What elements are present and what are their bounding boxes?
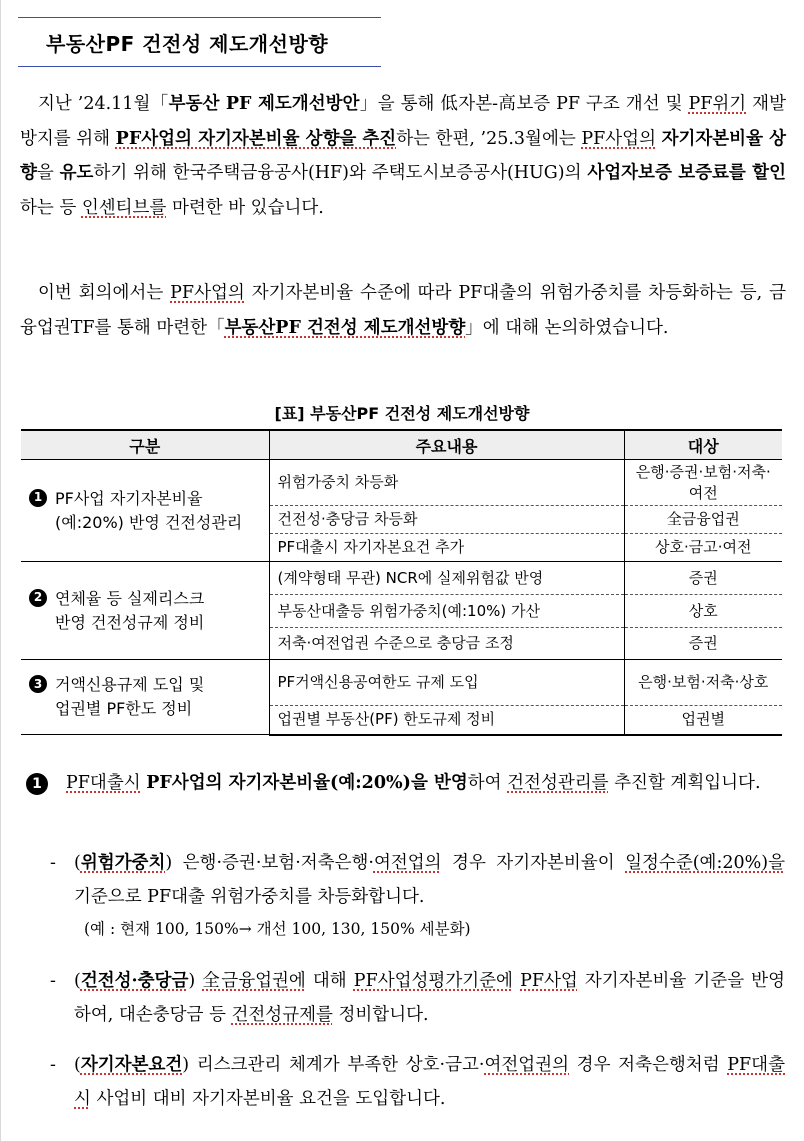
content-cell: PF대출시 자기자본요건 추가 [269,534,624,562]
page-title: 부동산PF 건전성 제도개선방향 [46,32,329,56]
text-underlined: PF사업성평가기준에 [353,971,513,991]
text: 재발 방지를 위해 [20,94,786,149]
text: ( [74,1055,81,1075]
section-number-badge: 1 [26,773,48,795]
text: 을 [36,163,60,183]
paragraph-background [20,87,786,225]
header-target: 대상 [624,430,782,460]
text: 기준으로 PF대출 위험가중치를 차등화합니다. [74,887,425,907]
text: ( [74,971,81,991]
item-label: 자기자본요건 [80,1055,183,1075]
text: ) [165,853,173,873]
sub-item-risk-weight [50,846,785,944]
target-cell: 상호 [624,595,782,628]
text-underlined: 건전성규제를 [231,1005,333,1025]
target-cell: 全금융업권 [624,506,782,534]
text: 대해 [305,971,354,991]
text: 경우 자기자본비율이 [441,853,626,873]
text-emphasis: PF사업의 자기자본비율(예:20%)을 반영 [146,773,468,793]
category-label: 반영 건전성규제 정비 [55,612,205,632]
text: 마련한 바 있습니다. [166,197,324,218]
table-header-row [21,430,782,460]
content-cell: 저축·여전업권 수준으로 충당금 조정 [269,628,624,660]
target-cell: 증권 [624,562,782,595]
text: 하기 위해 한국주택금융공사(HF)와 주택도시보증공사(HUG)의 [93,163,588,183]
item-label: 위험가중치 [80,853,166,873]
table-row [21,460,782,506]
paragraph-meeting [20,276,786,345]
text: 추진할 계획입니다. [608,773,761,793]
section-1 [26,766,786,800]
text-underlined: PF위기 [688,94,747,114]
text-emphasis: 부동산PF 건전성 제도개선방향 [224,317,466,338]
text-emphasis: PF사업의 자기자본비율 상향을 추진 [115,128,397,149]
text-underlined: PF사업의 [170,283,245,303]
text: 정비합니다. [332,1005,429,1025]
text: 리스크관리 체계가 부족한 상호·금고· [189,1055,485,1075]
category-cell [21,660,269,735]
category-cell [21,562,269,660]
text: ( [74,853,81,873]
header-category: 구분 [21,430,269,460]
text-underlined: PF사업의 [581,128,656,149]
text: 하는 한편, ’25.3월에는 [396,128,582,149]
content-cell: PF거액신용공여한도 규제 도입 [269,660,624,706]
text-underlined: 건전성관리를 [507,773,609,793]
category-label: PF사업 자기자본비율 [55,488,203,508]
text: 이번 회의에서는 [38,283,171,303]
title-box [18,17,381,67]
content-cell: 위험가중치 차등화 [269,460,624,506]
target-cell: 은행·보험·저축·상호 [624,660,782,706]
content-cell: 업권별 부동산(PF) 한도규제 정비 [269,706,624,735]
text: 지난 ’24.11월「 [38,94,169,114]
target-cell: 증권 [624,628,782,660]
plan-name: 부동산 PF 제도개선방안 [168,94,360,114]
text: 하는 등 [20,197,82,218]
text-emphasis: 자기자본비율 상향 [20,128,786,183]
text: 경우 저축은행처럼 [569,1055,728,1075]
number-badge: 3 [29,675,47,693]
text-underlined: 全금융업권에 [202,971,306,991]
content-cell: (계약형태 무관) NCR에 실제위험값 반영 [269,562,624,595]
header-content: 주요내용 [269,430,624,460]
category-label: 연체율 등 실제리스크 [55,588,205,608]
table-row [21,660,782,706]
text: 하여 [467,773,508,793]
content-cell: 건전성·충당금 차등화 [269,506,624,534]
target-cell: 은행·증권·보험·저축·여전 [624,460,782,506]
policy-table [21,429,782,736]
text: 은행·증권·보험·저축은행· [172,853,374,873]
text-underlined: PF사업 [520,971,578,991]
content-cell: 부동산대출등 위험가중치(예:10%) 가산 [269,595,624,628]
table-caption: [표] 부동산PF 건전성 제도개선방향 [274,404,530,423]
text: ) [182,1055,190,1075]
category-cell [21,460,269,562]
text: 」에 대해 논의하였습니다. [465,317,669,338]
dash-marker: - [50,971,56,991]
text-underlined: 일정수준(예:20%)을 [625,853,785,873]
example-note: (예 : 현재 100, 150%→ 개선 100, 130, 150% 세분화) [84,920,471,938]
category-label: 거액신용규제 도입 및 [55,675,205,694]
text: 자기자본비율 수준에 따라 PF대출의 위험가중치를 차등화하는 등, 금융업권TF를 통해 마련한「 [20,283,786,338]
sub-item-provision [50,964,785,1032]
text: 사업비 대비 자기자본비율 요건을 도입합니다. [90,1089,446,1109]
text-emphasis: 사업자보증 보증료를 할인 [587,163,786,183]
page-left-border [0,0,1,1141]
text-underlined: 여전업권의 [484,1055,570,1075]
dash-marker: - [50,1055,56,1075]
number-badge: 2 [29,589,47,607]
table-row [21,562,782,595]
text: 」을 통해 低자본-高보증 PF 구조 개선 및 [359,94,689,114]
text-underlined: PF대출시 [74,1055,785,1109]
text: ) [188,971,196,991]
text-emphasis: 유도 [59,163,94,183]
number-badge: 1 [29,489,47,507]
item-label: 건전성·충당금 [80,971,189,991]
dash-marker: - [50,853,56,873]
text [513,971,520,991]
text: 자기자본비율 기준을 반영하여, 대손충당금 등 [74,971,785,1025]
target-cell: 상호·금고·여전 [624,534,782,562]
category-label: (예:20%) 반영 건전성관리 [55,512,243,532]
text-underlined: PF대출시 [66,773,141,793]
text-underlined: 여전업의 [373,853,442,873]
target-cell: 업권별 [624,706,782,735]
category-label: 업권별 PF한도 정비 [55,699,193,718]
text-underlined: 인센티브를 [81,197,167,218]
sub-item-equity-requirement [50,1048,785,1116]
